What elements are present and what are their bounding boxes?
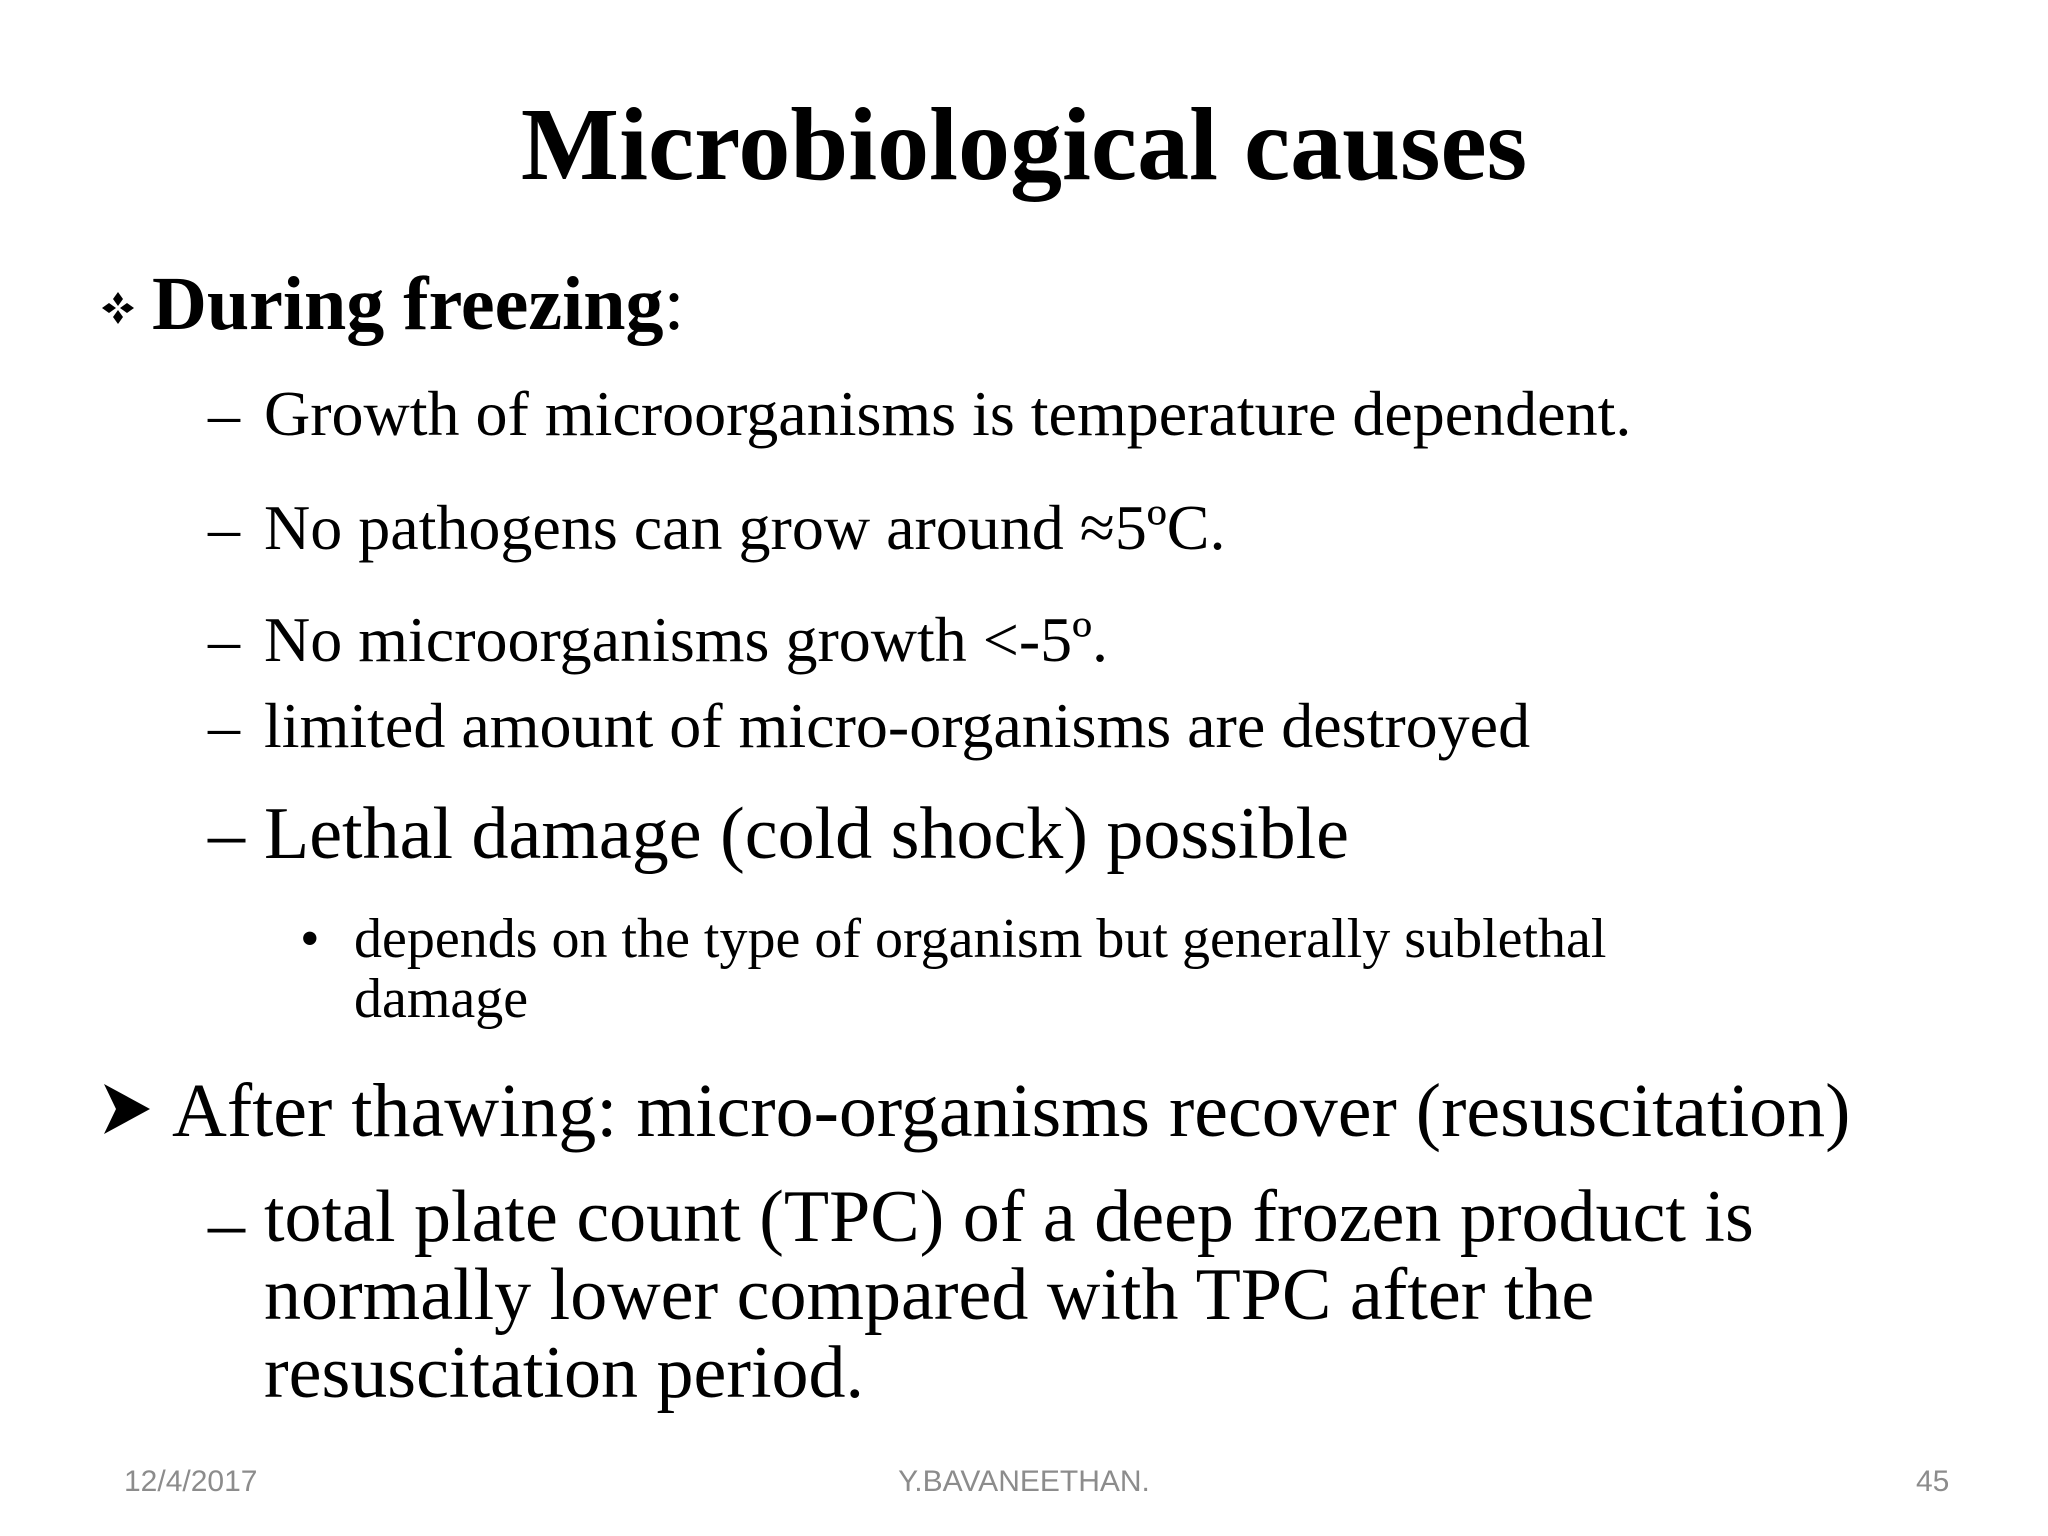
section-heading-thawing: After thawing: micro-organisms recover (resuscitation) [172,1069,1851,1153]
dash-bullet: – [208,793,245,875]
dot-bullet: • [300,908,320,970]
list-item: No pathogens can grow around ≈5ºC. [264,492,1226,563]
list-item: limited amount of micro-organisms are destroyed [264,690,1531,761]
arrow-bullet-icon [100,1080,154,1138]
section-heading-bold: During freezing [152,262,664,346]
dash-bullet: – [208,492,240,563]
section-heading-suffix: : [663,262,685,346]
list-item-paragraph: total plate count (TPC) of a deep frozen product is normally lower compared with TPC after the resuscitation period. [264,1176,1754,1414]
sub-list-item-line: damage [354,968,529,1030]
dash-bullet: – [208,690,240,761]
list-item: Growth of microorganisms is temperature dependent. [264,378,1632,449]
diamond-bullet-icon [100,290,136,326]
footer-date: 12/4/2017 [124,1465,258,1498]
section-heading-freezing [152,256,685,352]
slide-title: Microbiological causes [520,87,1528,202]
dash-bullet: – [208,378,240,449]
list-item: No microorganisms growth <-5º. [264,604,1108,675]
dash-bullet: – [208,1183,245,1265]
dash-bullet: – [208,604,240,675]
list-item: Lethal damage (cold shock) possible [264,793,1349,875]
footer-page-number: 45 [1916,1465,1950,1498]
footer-author: Y.BAVANEETHAN. [898,1465,1150,1498]
sub-list-item-line: depends on the type of organism but generally sublethal [354,908,1607,970]
